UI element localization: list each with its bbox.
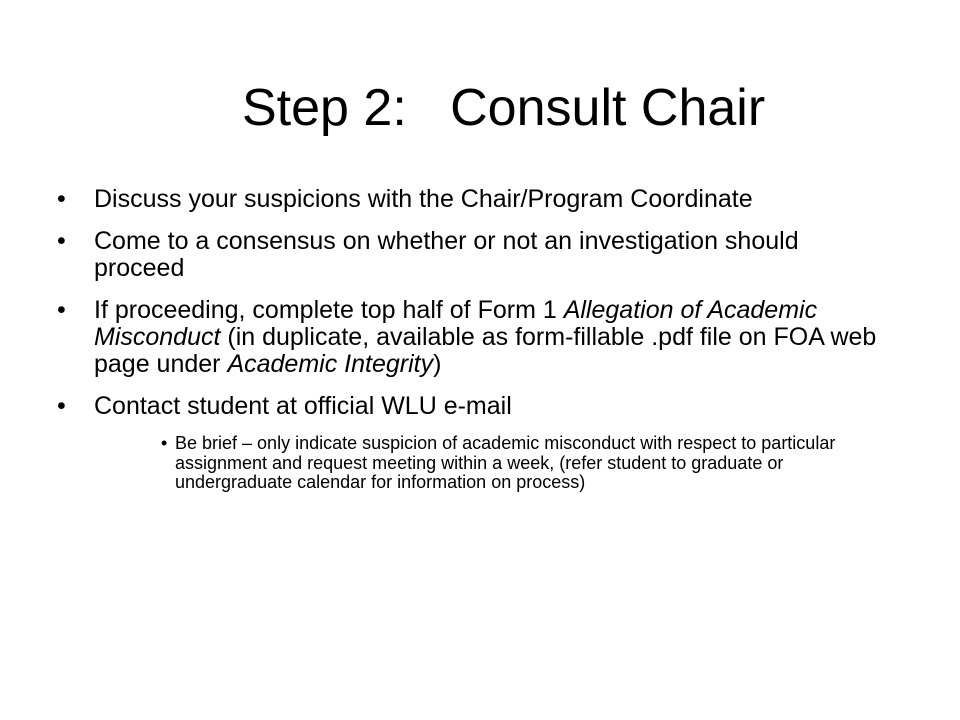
sub-bullet-text: Be brief – only indicate suspicion of academic misconduct with respect to particular assignment and request meeting within a week, (refer student to graduate or undergraduate calendar for information on process)	[175, 433, 836, 492]
bullet-text: Contact student at official WLU e-mail	[94, 392, 512, 420]
bullet-item-discuss	[57, 186, 877, 213]
bullet-item-contact	[57, 393, 877, 420]
bullet-item-form	[57, 297, 877, 378]
bullet-item-consensus	[57, 228, 877, 282]
bullet-icon: •	[57, 392, 66, 420]
bullet-text-italic: Allegation of Academic Misconduct	[94, 296, 818, 351]
bullet-text-part: If proceeding, complete top half of Form 1	[94, 296, 564, 324]
bullet-text-part: (in duplicate, available as form-fillable .pdf file on FOA web page under	[94, 323, 877, 378]
bullet-list	[57, 186, 877, 493]
slide-title: Step 2: Consult Chair	[242, 79, 766, 137]
bullet-icon: •	[57, 296, 66, 324]
bullet-text: Discuss your suspicions with the Chair/Program Coordinate	[94, 185, 753, 213]
bullet-text: Come to a consensus on whether or not an investigation should proceed	[94, 227, 799, 282]
bullet-icon: •	[57, 185, 66, 213]
bullet-text-italic: Academic Integrity	[227, 350, 434, 378]
bullet-icon: •	[57, 227, 66, 255]
bullet-text-part: )	[433, 350, 442, 378]
sub-bullet-item-brief	[161, 434, 865, 493]
sub-bullet-icon: •	[161, 433, 168, 453]
